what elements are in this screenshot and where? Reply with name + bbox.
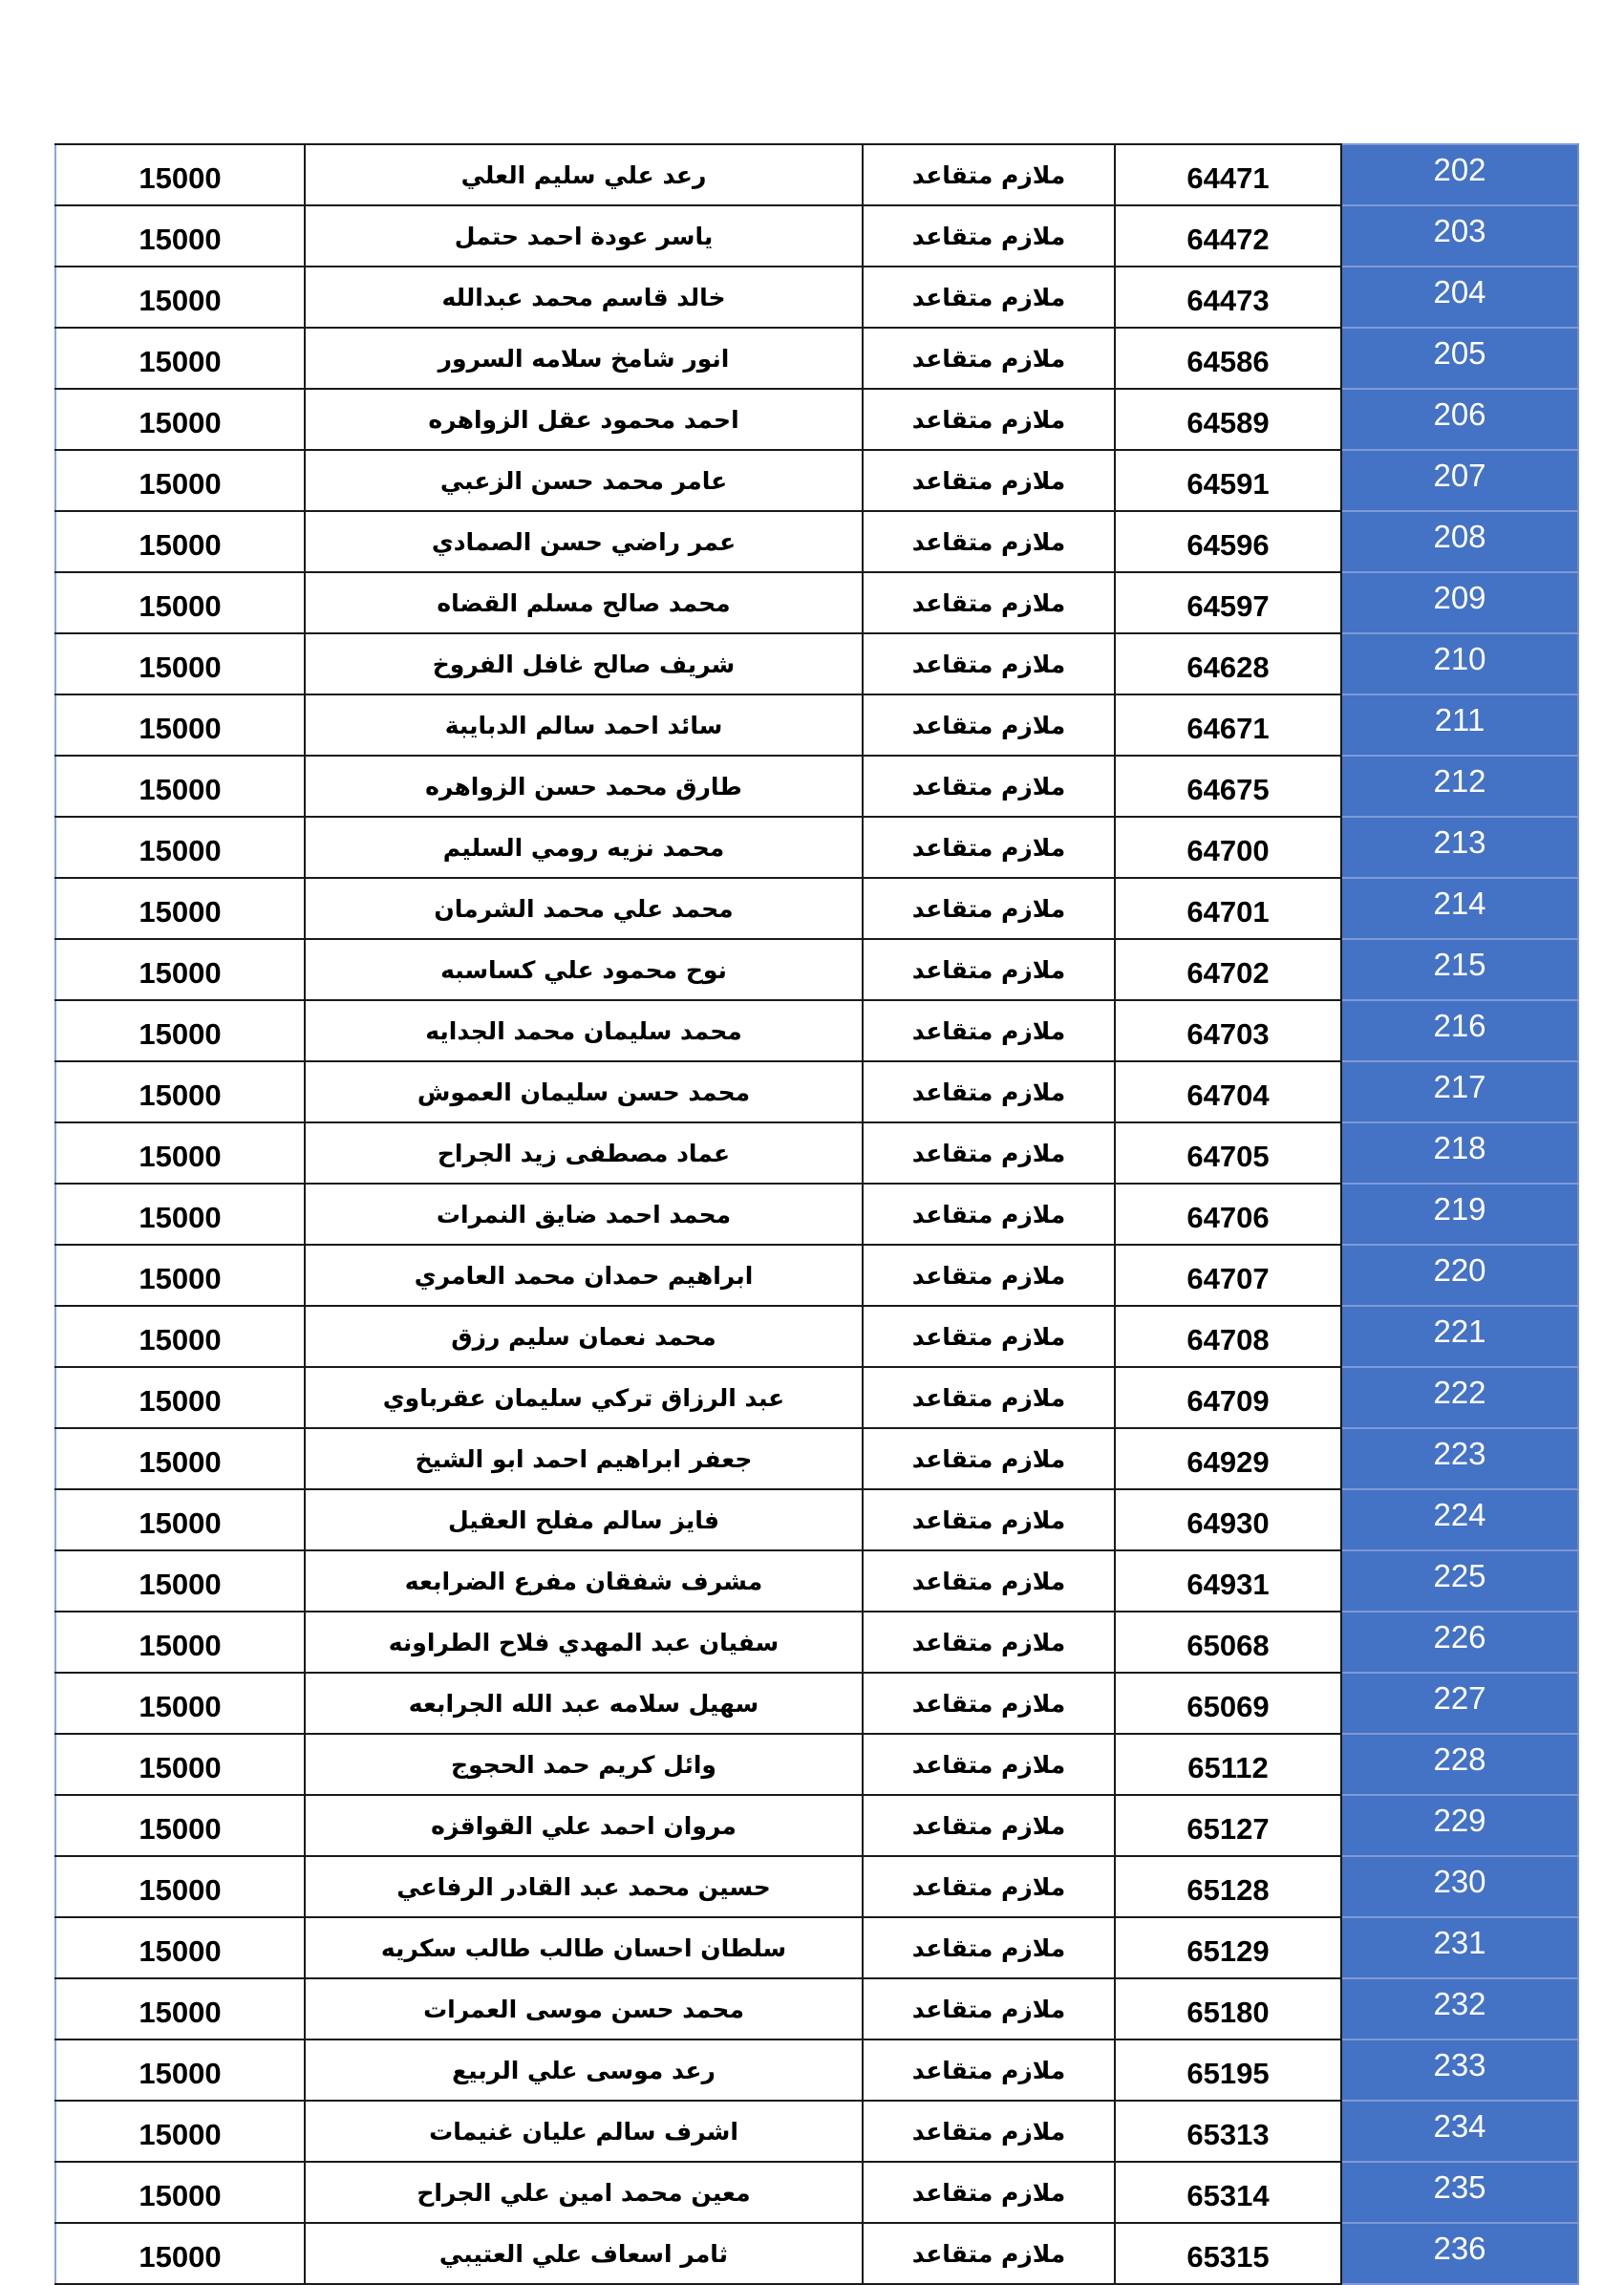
table-row	[55, 1367, 1578, 1428]
number-cell: 64929	[1115, 1428, 1341, 1489]
name-cell: سهيل سلامه عبد الله الجرابعه	[305, 1673, 863, 1734]
number-cell: 65127	[1115, 1795, 1341, 1856]
name-cell: وائل كريم حمد الحجوج	[305, 1734, 863, 1795]
amount-cell: 15000	[55, 1673, 305, 1734]
number-cell: 64706	[1115, 1184, 1341, 1245]
name-cell: ابراهيم حمدان محمد العامري	[305, 1245, 863, 1306]
table-row	[55, 939, 1578, 1000]
table-row	[55, 511, 1578, 572]
serial-cell: 218	[1341, 1122, 1578, 1184]
rank-cell: ملازم متقاعد	[863, 2039, 1115, 2101]
amount-cell: 15000	[55, 1428, 305, 1489]
number-cell: 65128	[1115, 1856, 1341, 1917]
amount-cell: 15000	[55, 1550, 305, 1612]
table-row	[55, 817, 1578, 878]
name-cell: رعد علي سليم العلي	[305, 144, 863, 205]
table-row	[55, 1245, 1578, 1306]
number-cell: 65112	[1115, 1734, 1341, 1795]
serial-cell: 203	[1341, 205, 1578, 267]
number-cell: 64703	[1115, 1000, 1341, 1061]
name-cell: سفيان عبد المهدي فلاح الطراونه	[305, 1612, 863, 1673]
name-cell: حسين محمد عبد القادر الرفاعي	[305, 1856, 863, 1917]
amount-cell: 15000	[55, 1612, 305, 1673]
name-cell: نوح محمود علي كساسبه	[305, 939, 863, 1000]
amount-cell: 15000	[55, 1061, 305, 1122]
serial-cell: 210	[1341, 633, 1578, 694]
number-cell: 65180	[1115, 1978, 1341, 2039]
number-cell: 64930	[1115, 1489, 1341, 1550]
rank-cell: ملازم متقاعد	[863, 694, 1115, 756]
name-cell: مروان احمد علي القواقزه	[305, 1795, 863, 1856]
serial-cell: 221	[1341, 1306, 1578, 1367]
amount-cell: 15000	[55, 1795, 305, 1856]
rank-cell: ملازم متقاعد	[863, 2101, 1115, 2162]
name-cell: عبد الرزاق تركي سليمان عقرباوي	[305, 1367, 863, 1428]
name-cell: محمد احمد ضايق النمرات	[305, 1184, 863, 1245]
number-cell: 65195	[1115, 2039, 1341, 2101]
amount-cell: 15000	[55, 1122, 305, 1184]
amount-cell: 15000	[55, 205, 305, 267]
number-cell: 64700	[1115, 817, 1341, 878]
name-cell: محمد نعمان سليم رزق	[305, 1306, 863, 1367]
amount-cell: 15000	[55, 1917, 305, 1978]
table-row	[55, 205, 1578, 267]
rank-cell: ملازم متقاعد	[863, 1795, 1115, 1856]
number-cell: 64591	[1115, 450, 1341, 511]
name-cell: سائد احمد سالم الدبايبة	[305, 694, 863, 756]
name-cell: محمد حسن سليمان العموش	[305, 1061, 863, 1122]
table-row	[55, 1306, 1578, 1367]
amount-cell: 15000	[55, 1000, 305, 1061]
rank-cell: ملازم متقاعد	[863, 1612, 1115, 1673]
table-row	[55, 1550, 1578, 1612]
amount-cell: 15000	[55, 1306, 305, 1367]
rank-cell: ملازم متقاعد	[863, 1550, 1115, 1612]
number-cell: 64704	[1115, 1061, 1341, 1122]
number-cell: 65313	[1115, 2101, 1341, 2162]
rank-cell: ملازم متقاعد	[863, 633, 1115, 694]
rank-cell: ملازم متقاعد	[863, 1245, 1115, 1306]
number-cell: 64589	[1115, 389, 1341, 450]
number-cell: 64586	[1115, 328, 1341, 389]
table-row	[55, 2223, 1578, 2284]
table-row	[55, 694, 1578, 756]
rank-cell: ملازم متقاعد	[863, 817, 1115, 878]
table-row	[55, 1917, 1578, 1978]
table-row	[55, 1856, 1578, 1917]
number-cell: 64701	[1115, 878, 1341, 939]
amount-cell: 15000	[55, 450, 305, 511]
rank-cell: ملازم متقاعد	[863, 1917, 1115, 1978]
name-cell: طارق محمد حسن الزواهره	[305, 756, 863, 817]
table-row	[55, 1612, 1578, 1673]
rank-cell: ملازم متقاعد	[863, 1428, 1115, 1489]
number-cell: 65068	[1115, 1612, 1341, 1673]
name-cell: ياسر عودة احمد حتمل	[305, 205, 863, 267]
serial-cell: 224	[1341, 1489, 1578, 1550]
table-row	[55, 756, 1578, 817]
table-row	[55, 633, 1578, 694]
number-cell: 65315	[1115, 2223, 1341, 2284]
rank-cell: ملازم متقاعد	[863, 1306, 1115, 1367]
serial-cell: 230	[1341, 1856, 1578, 1917]
amount-cell: 15000	[55, 1978, 305, 2039]
number-cell: 65314	[1115, 2162, 1341, 2223]
name-cell: معين محمد امين علي الجراح	[305, 2162, 863, 2223]
table-row	[55, 2039, 1578, 2101]
name-cell: فايز سالم مفلح العقيل	[305, 1489, 863, 1550]
serial-cell: 227	[1341, 1673, 1578, 1734]
amount-cell: 15000	[55, 817, 305, 878]
rank-cell: ملازم متقاعد	[863, 450, 1115, 511]
rank-cell: ملازم متقاعد	[863, 267, 1115, 328]
rank-cell: ملازم متقاعد	[863, 1184, 1115, 1245]
rank-cell: ملازم متقاعد	[863, 1856, 1115, 1917]
rank-cell: ملازم متقاعد	[863, 2223, 1115, 2284]
amount-cell: 15000	[55, 267, 305, 328]
serial-cell: 231	[1341, 1917, 1578, 1978]
name-cell: اشرف سالم عليان غنيمات	[305, 2101, 863, 2162]
table-row	[55, 144, 1578, 205]
name-cell: رعد موسى علي الربيع	[305, 2039, 863, 2101]
serial-cell: 214	[1341, 878, 1578, 939]
rank-cell: ملازم متقاعد	[863, 328, 1115, 389]
amount-cell: 15000	[55, 756, 305, 817]
amount-cell: 15000	[55, 144, 305, 205]
name-cell: انور شامخ سلامه السرور	[305, 328, 863, 389]
serial-cell: 235	[1341, 2162, 1578, 2223]
name-cell: شريف صالح غافل الفروخ	[305, 633, 863, 694]
amount-cell: 15000	[55, 1245, 305, 1306]
serial-cell: 213	[1341, 817, 1578, 878]
rank-cell: ملازم متقاعد	[863, 1061, 1115, 1122]
name-cell: خالد قاسم محمد عبدالله	[305, 267, 863, 328]
rank-cell: ملازم متقاعد	[863, 1978, 1115, 2039]
table-row	[55, 1489, 1578, 1550]
rank-cell: ملازم متقاعد	[863, 1673, 1115, 1734]
number-cell: 64675	[1115, 756, 1341, 817]
table-row	[55, 2101, 1578, 2162]
number-cell: 64931	[1115, 1550, 1341, 1612]
table-row	[55, 2162, 1578, 2223]
serial-cell: 205	[1341, 328, 1578, 389]
serial-cell: 202	[1341, 144, 1578, 205]
amount-cell: 15000	[55, 878, 305, 939]
serial-cell: 217	[1341, 1061, 1578, 1122]
table-row	[55, 1184, 1578, 1245]
number-cell: 64705	[1115, 1122, 1341, 1184]
serial-cell: 216	[1341, 1000, 1578, 1061]
serial-cell: 236	[1341, 2223, 1578, 2284]
serial-cell: 222	[1341, 1367, 1578, 1428]
table-row	[55, 1734, 1578, 1795]
amount-cell: 15000	[55, 1489, 305, 1550]
serial-cell: 207	[1341, 450, 1578, 511]
serial-cell: 232	[1341, 1978, 1578, 2039]
number-cell: 64472	[1115, 205, 1341, 267]
name-cell: محمد نزيه رومي السليم	[305, 817, 863, 878]
amount-cell: 15000	[55, 1856, 305, 1917]
amount-cell: 15000	[55, 572, 305, 633]
table-row	[55, 878, 1578, 939]
number-cell: 64707	[1115, 1245, 1341, 1306]
table-row	[55, 389, 1578, 450]
amount-cell: 15000	[55, 1367, 305, 1428]
serial-cell: 215	[1341, 939, 1578, 1000]
name-cell: مشرف شفقان مفرع الضرابعه	[305, 1550, 863, 1612]
amount-cell: 15000	[55, 939, 305, 1000]
amount-cell: 15000	[55, 694, 305, 756]
number-cell: 65129	[1115, 1917, 1341, 1978]
name-cell: محمد علي محمد الشرمان	[305, 878, 863, 939]
rank-cell: ملازم متقاعد	[863, 878, 1115, 939]
serial-cell: 226	[1341, 1612, 1578, 1673]
name-cell: عمر راضي حسن الصمادي	[305, 511, 863, 572]
rank-cell: ملازم متقاعد	[863, 144, 1115, 205]
roster-body	[55, 144, 1578, 2284]
name-cell: احمد محمود عقل الزواهره	[305, 389, 863, 450]
table-row	[55, 1978, 1578, 2039]
amount-cell: 15000	[55, 1184, 305, 1245]
name-cell: جعفر ابراهيم احمد ابو الشيخ	[305, 1428, 863, 1489]
serial-cell: 220	[1341, 1245, 1578, 1306]
serial-cell: 234	[1341, 2101, 1578, 2162]
name-cell: سلطان احسان طالب طالب سكريه	[305, 1917, 863, 1978]
table-row	[55, 267, 1578, 328]
serial-cell: 233	[1341, 2039, 1578, 2101]
amount-cell: 15000	[55, 511, 305, 572]
serial-cell: 225	[1341, 1550, 1578, 1612]
number-cell: 65069	[1115, 1673, 1341, 1734]
rank-cell: ملازم متقاعد	[863, 205, 1115, 267]
serial-cell: 204	[1341, 267, 1578, 328]
amount-cell: 15000	[55, 2223, 305, 2284]
serial-cell: 223	[1341, 1428, 1578, 1489]
number-cell: 64471	[1115, 144, 1341, 205]
serial-cell: 228	[1341, 1734, 1578, 1795]
number-cell: 64628	[1115, 633, 1341, 694]
number-cell: 64597	[1115, 572, 1341, 633]
table-row	[55, 328, 1578, 389]
table-row	[55, 1673, 1578, 1734]
name-cell: محمد سليمان محمد الجدايه	[305, 1000, 863, 1061]
table-row	[55, 450, 1578, 511]
number-cell: 64596	[1115, 511, 1341, 572]
amount-cell: 15000	[55, 633, 305, 694]
rank-cell: ملازم متقاعد	[863, 1489, 1115, 1550]
number-cell: 64671	[1115, 694, 1341, 756]
name-cell: عامر محمد حسن الزعبي	[305, 450, 863, 511]
serial-cell: 229	[1341, 1795, 1578, 1856]
amount-cell: 15000	[55, 389, 305, 450]
amount-cell: 15000	[55, 328, 305, 389]
rank-cell: ملازم متقاعد	[863, 2162, 1115, 2223]
number-cell: 64708	[1115, 1306, 1341, 1367]
serial-cell: 211	[1341, 694, 1578, 756]
rank-cell: ملازم متقاعد	[863, 1122, 1115, 1184]
rank-cell: ملازم متقاعد	[863, 1734, 1115, 1795]
serial-cell: 219	[1341, 1184, 1578, 1245]
rank-cell: ملازم متقاعد	[863, 1367, 1115, 1428]
rank-cell: ملازم متقاعد	[863, 756, 1115, 817]
rank-cell: ملازم متقاعد	[863, 572, 1115, 633]
name-cell: محمد حسن موسى العمرات	[305, 1978, 863, 2039]
amount-cell: 15000	[55, 2039, 305, 2101]
roster-table	[54, 143, 1579, 2285]
serial-cell: 208	[1341, 511, 1578, 572]
serial-cell: 212	[1341, 756, 1578, 817]
name-cell: محمد صالح مسلم القضاه	[305, 572, 863, 633]
table-row	[55, 1061, 1578, 1122]
amount-cell: 15000	[55, 2162, 305, 2223]
rank-cell: ملازم متقاعد	[863, 939, 1115, 1000]
table-row	[55, 1428, 1578, 1489]
amount-cell: 15000	[55, 2101, 305, 2162]
rank-cell: ملازم متقاعد	[863, 1000, 1115, 1061]
amount-cell: 15000	[55, 1734, 305, 1795]
table-row	[55, 1795, 1578, 1856]
number-cell: 64702	[1115, 939, 1341, 1000]
rank-cell: ملازم متقاعد	[863, 389, 1115, 450]
name-cell: ثامر اسعاف علي العتيبي	[305, 2223, 863, 2284]
name-cell: عماد مصطفى زيد الجراح	[305, 1122, 863, 1184]
rank-cell: ملازم متقاعد	[863, 511, 1115, 572]
table-row	[55, 1122, 1578, 1184]
number-cell: 64473	[1115, 267, 1341, 328]
table-row	[55, 572, 1578, 633]
serial-cell: 209	[1341, 572, 1578, 633]
serial-cell: 206	[1341, 389, 1578, 450]
number-cell: 64709	[1115, 1367, 1341, 1428]
table-row	[55, 1000, 1578, 1061]
